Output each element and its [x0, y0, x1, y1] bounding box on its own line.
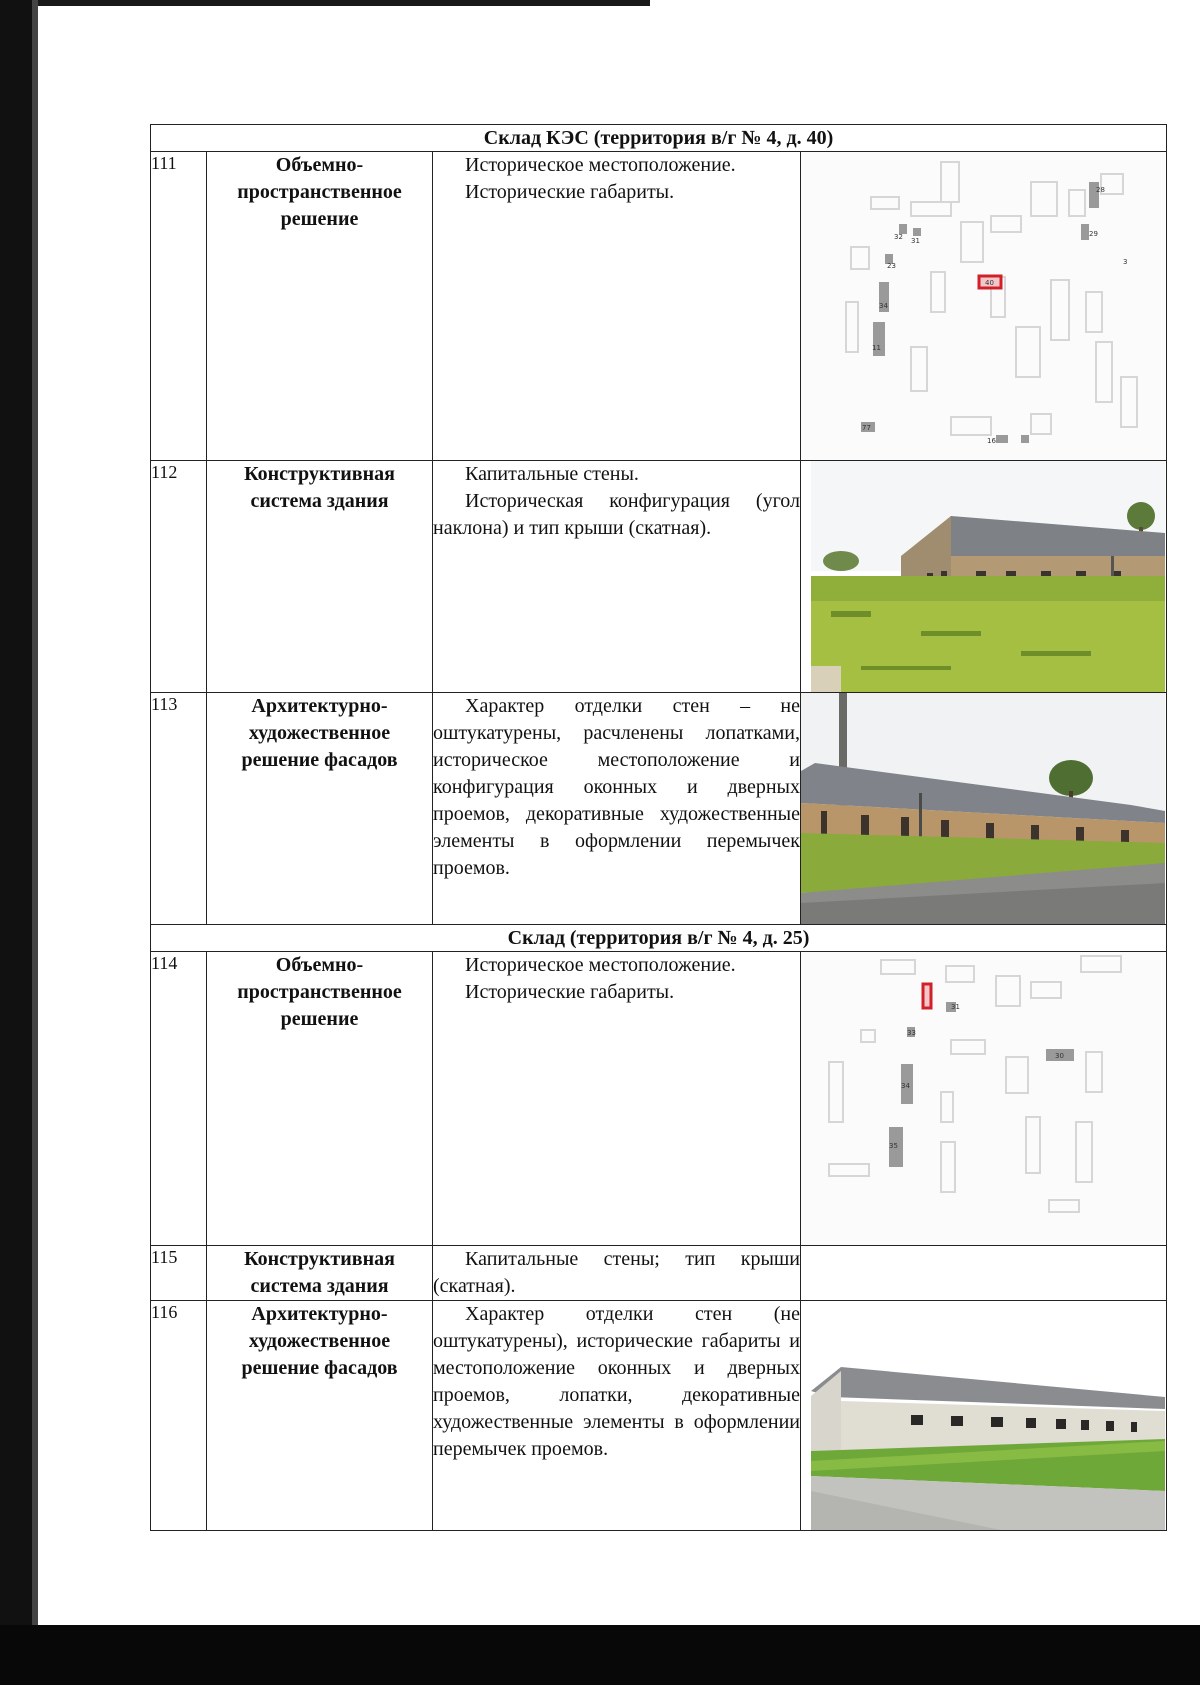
- section-title-kes-warehouse: Склад КЭС (территория в/г № 4, д. 40): [151, 125, 1167, 152]
- scan-edge-top: [0, 0, 650, 6]
- table-row: [151, 952, 1167, 1246]
- heritage-elements-table: [150, 124, 1167, 1531]
- element-name: Объемно- пространственное решение: [207, 152, 433, 461]
- warehouse-photo-roof: [801, 461, 1167, 693]
- table-row: [151, 693, 1167, 925]
- map-label: 32: [894, 233, 903, 241]
- element-name: Объемно- пространственное решение: [207, 952, 433, 1246]
- row-number: 111: [151, 152, 207, 461]
- table-row: [151, 1246, 1167, 1301]
- row-number: 113: [151, 693, 207, 925]
- element-description: Историческое местоположение. Исторические габариты.: [433, 952, 801, 1246]
- map-label: 11: [872, 344, 881, 352]
- warehouse-photo-white: [801, 1301, 1167, 1531]
- map-label: 31: [951, 1003, 960, 1011]
- element-name: Архитектурно- художественное решение фасадов: [207, 1301, 433, 1531]
- element-description: Капитальные стены; тип крыши (скатная).: [433, 1246, 801, 1301]
- row-number: 116: [151, 1301, 207, 1531]
- row-number: 115: [151, 1246, 207, 1301]
- scan-edge-bottom: [0, 1625, 1200, 1685]
- scan-edge-left: [0, 0, 32, 1685]
- warehouse-photo-facade: [801, 693, 1167, 925]
- map-label: 34: [901, 1082, 910, 1090]
- map-label: 28: [1096, 186, 1105, 194]
- scan-edge-left-inner: [32, 0, 38, 1685]
- section-title-warehouse-25: Склад (территория в/г № 4, д. 25): [151, 925, 1167, 952]
- element-name: Архитектурно- художественное решение фасадов: [207, 693, 433, 925]
- element-description: Характер отделки стен – не оштукатурены, расчленены лопатками, историческое местоположение и конфигурация оконных и дверных проемов, декоративные художественные элементы в оформлении перемычек проемов.: [433, 693, 801, 925]
- site-plan-map-1: [801, 152, 1167, 461]
- map-label: 3: [1123, 258, 1128, 266]
- map-label: 40: [985, 279, 994, 287]
- site-plan-map-2: [801, 952, 1167, 1246]
- map-label: 16: [987, 437, 996, 445]
- element-name: Конструктивная система здания: [207, 1246, 433, 1301]
- map-label: 31: [911, 237, 920, 245]
- element-description: Капитальные стены. Историческая конфигурация (угол наклона) и тип крыши (скатная).: [433, 461, 801, 693]
- map-label: 35: [889, 1142, 898, 1150]
- row-number: 112: [151, 461, 207, 693]
- table-row: [151, 1301, 1167, 1531]
- element-name: Конструктивная система здания: [207, 461, 433, 693]
- empty-image-cell: [801, 1246, 1167, 1301]
- table-row: [151, 461, 1167, 693]
- element-description: Историческое местоположение. Исторические габариты.: [433, 152, 801, 461]
- table-row: [151, 152, 1167, 461]
- map-label: 77: [862, 424, 871, 432]
- map-label: 34: [879, 302, 888, 310]
- map-label: 33: [907, 1029, 916, 1037]
- map-label: 30: [1055, 1052, 1064, 1060]
- map-label: 23: [887, 262, 896, 270]
- map-label: 29: [1089, 230, 1098, 238]
- row-number: 114: [151, 952, 207, 1246]
- element-description: Характер отделки стен (не оштукатурены), исторические габариты и местоположение оконных и дверных проемов, лопатки, декоративные художественные элементы в оформлении перемычек проемов.: [433, 1301, 801, 1531]
